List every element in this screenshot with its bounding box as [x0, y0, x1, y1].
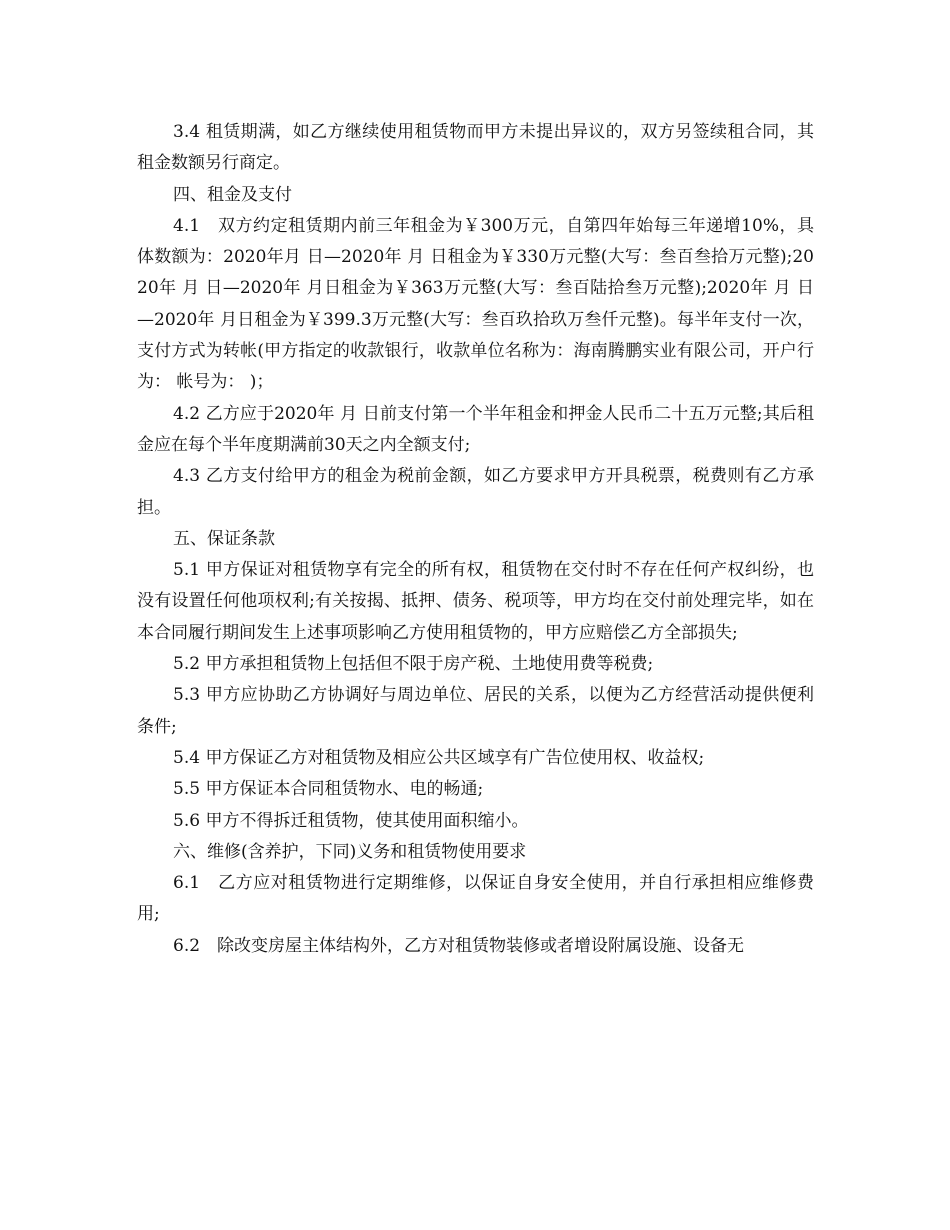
clause-5-3: 5.3 甲方应协助乙方协调好与周边单位、居民的关系，以便为乙方经营活动提供便利条件; [137, 685, 814, 737]
clause-4-2: 4.2 乙方应于2020年 月 日前支付第一个半年租金和押金人民币二十五万元整;其后租金应在每个半年度期满前30天之内全额支付; [137, 403, 814, 455]
clause-5-5: 5.5 甲方保证本合同租赁物水、电的畅通; [173, 779, 484, 800]
clause-5-2: 5.2 甲方承担租赁物上包括但不限于房产税、土地使用费等税费; [173, 654, 654, 675]
clause-3-4: 3.4 租赁期满，如乙方继续使用租赁物而甲方未提出异议的，双方另签续租合同，其租金数额另行商定。 [137, 122, 814, 174]
clause-5-4: 5.4 甲方保证乙方对租赁物及相应公共区域享有广告位使用权、收益权; [173, 747, 705, 768]
clause-5-1: 5.1 甲方保证对租赁物享有完全的所有权，租赁物在交付时不存在任何产权纠纷，也没有设置任何他项权利;有关按揭、抵押、债务、税项等，甲方均在交付前处理完毕，如在本合同履行期间发生上述事项影响乙方使用租赁物的，甲方应赔偿乙方全部损失; [137, 560, 814, 643]
clause-5-6: 5.6 甲方不得拆迁租赁物，使其使用面积缩小。 [173, 810, 529, 831]
document-body [137, 117, 814, 962]
clause-6-1: 6.1 乙方应对租赁物进行定期维修，以保证自身安全使用，并自行承担相应维修费用; [137, 873, 814, 925]
clause-4-3: 4.3 乙方支付给甲方的租金为税前金额，如乙方要求甲方开具税票，税费则有乙方承担。 [137, 466, 814, 518]
section-heading-guarantee: 五、保证条款 [173, 528, 275, 549]
section-heading-rent-payment: 四、租金及支付 [173, 184, 292, 205]
section-heading-maintenance: 六、维修(含养护，下同)义务和租赁物使用要求 [173, 841, 527, 862]
clause-6-2: 6.2 除改变房屋主体结构外，乙方对租赁物装修或者增设附属设施、设备无 [173, 935, 745, 956]
clause-4-1: 4.1 双方约定租赁期内前三年租金为￥300万元，自第四年始每三年递增10%，具体数额为：2020年月 日—2020年 月 日租金为￥330万元整(大写：叁百叁拾万元整);2020年 月 日—2020年 月日租金为￥363万元整(大写：叁百陆拾叁万元整);2020年 月 日—2020年 月日租金为￥399.3万元整(大写：叁百玖拾玖万叁仟元整)。每半年支付一次，支付方式为转帐(甲方指定的收款银行，收款单位名称为：海南腾鹏实业有限公司，开户行为： 帐号为： )； [137, 215, 814, 393]
